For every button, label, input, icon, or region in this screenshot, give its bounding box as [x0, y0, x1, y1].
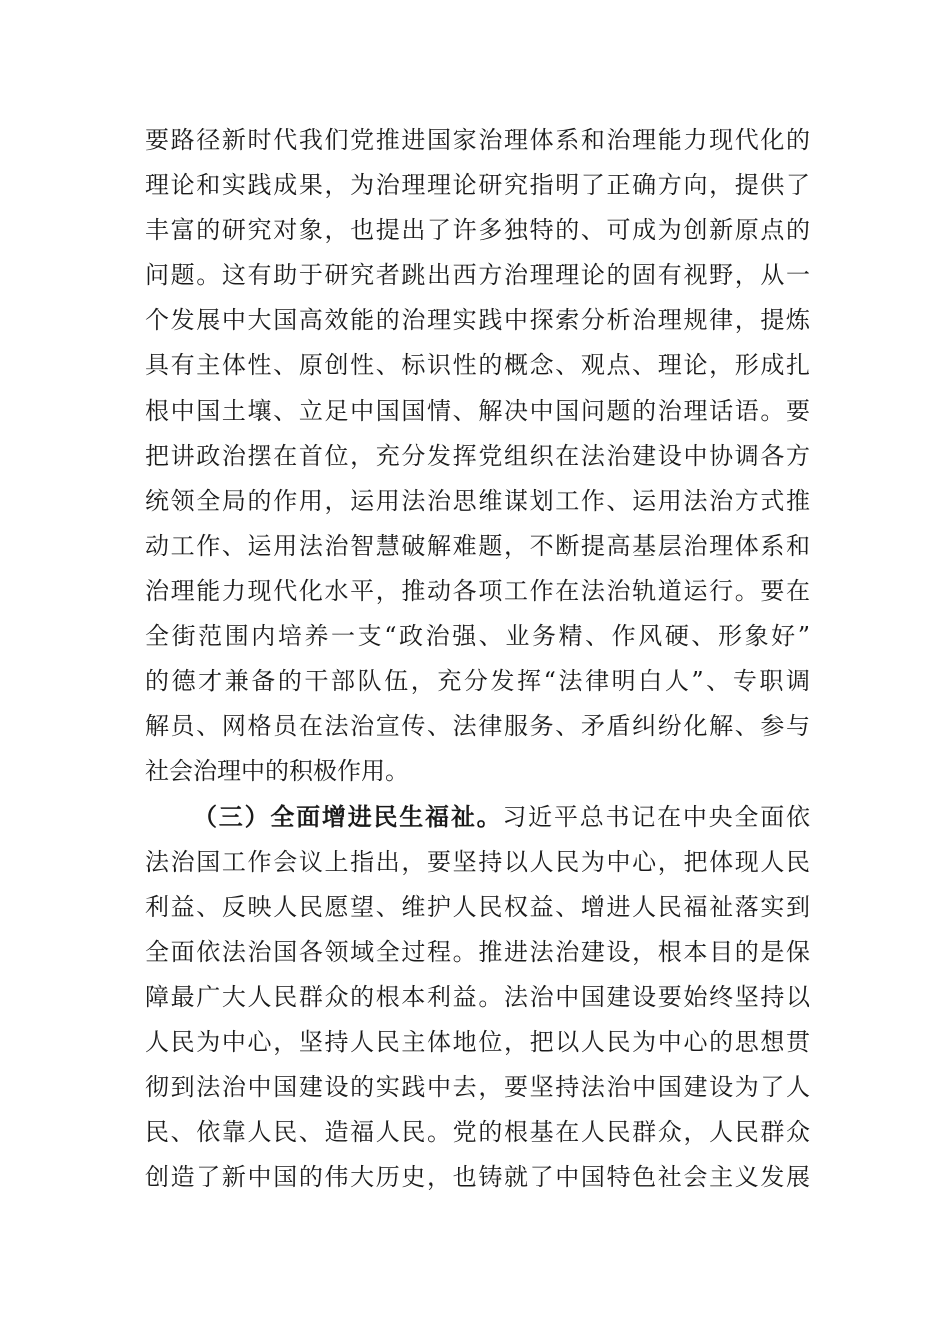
- text-line: 把讲政治摆在首位，充分发挥党组织在法治建设中协调各方: [145, 441, 810, 470]
- text-line: 丰富的研究对象，也提出了许多独特的、可成为创新原点的: [145, 216, 810, 245]
- paragraph-first-line: [145, 794, 810, 839]
- text-line: 人民为中心，坚持人民主体地位，把以人民为中心的思想贯: [145, 1027, 810, 1056]
- text-line: 民、依靠人民、造福人民。党的根基在人民群众，人民群众: [145, 1118, 810, 1147]
- document-page: [145, 118, 810, 1200]
- text-line: 利益、反映人民愿望、维护人民权益、增进人民福祉落实到: [145, 892, 810, 921]
- text-line: 问题。这有助于研究者跳出西方治理理论的固有视野，从一: [145, 261, 810, 290]
- text-line: 的德才兼备的干部队伍，充分发挥“法律明白人”、专职调: [145, 667, 810, 696]
- text-line: 要路径新时代我们党推进国家治理体系和治理能力现代化的: [145, 126, 810, 154]
- text-line: 社会治理中的积极作用。: [145, 757, 409, 786]
- text-line: 全面依法治国各领域全过程。推进法治建设，根本目的是保: [145, 937, 810, 966]
- text-line: 解员、网格员在法治宣传、法律服务、矛盾纠纷化解、参与: [145, 712, 810, 741]
- text-line: 彻到法治中国建设的实践中去，要坚持法治中国建设为了人: [145, 1072, 810, 1101]
- paragraph-1: [145, 118, 810, 794]
- text-line: 理论和实践成果，为治理理论研究指明了正确方向，提供了: [145, 171, 810, 200]
- text-line: 治理能力现代化水平，推动各项工作在法治轨道运行。要在: [145, 576, 810, 605]
- text-line: 具有主体性、原创性、标识性的概念、观点、理论，形成扎: [145, 351, 810, 380]
- text-line: 统领全局的作用，运用法治思维谋划工作、运用法治方式推: [145, 486, 810, 515]
- text-line: 全街范围内培养一支“政治强、业务精、作风硬、形象好”: [145, 622, 810, 651]
- text-line: 动工作、运用法治智慧破解难题，不断提高基层治理体系和: [145, 531, 810, 560]
- text-line: 创造了新中国的伟大历史，也铸就了中国特色社会主义发展: [145, 1163, 810, 1192]
- heading-followup-text: 习近平总书记在中央全面依: [502, 803, 810, 832]
- text-line: 法治国工作会议上指出，要坚持以人民为中心，把体现人民: [145, 847, 810, 876]
- paragraph-2: [145, 794, 810, 1200]
- text-line: 个发展中大国高效能的治理实践中探索分析治理规律，提炼: [145, 306, 810, 335]
- text-line: 根中国土壤、立足中国国情、解决中国问题的治理话语。要: [145, 396, 810, 425]
- section-heading: （三）全面增进民生福祉。: [193, 802, 503, 832]
- text-line: 障最广大人民群众的根本利益。法治中国建设要始终坚持以: [145, 982, 810, 1011]
